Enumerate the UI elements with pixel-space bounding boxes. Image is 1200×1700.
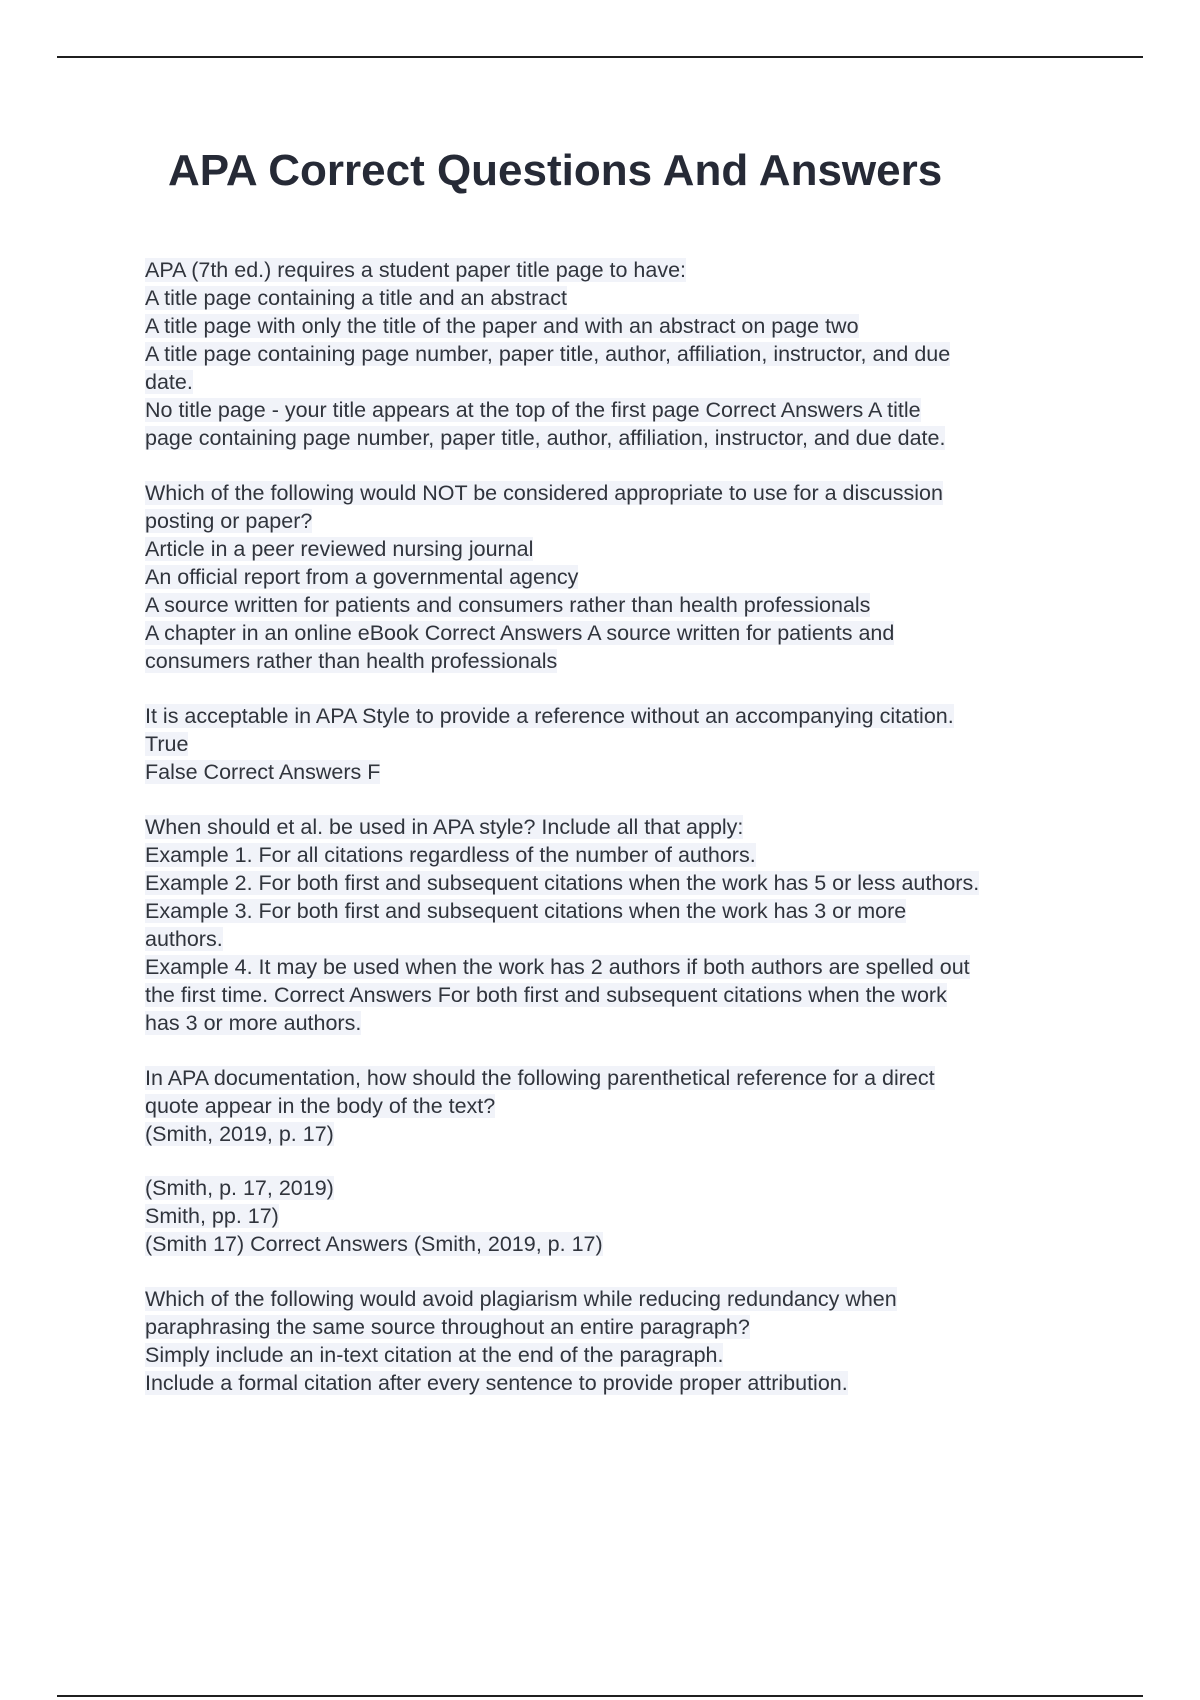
text-line: No title page - your title appears at the top of the first page Correct Answers A title <box>145 398 921 422</box>
text-line: date. <box>145 370 193 394</box>
text-line: quote appear in the body of the text? <box>145 1094 496 1118</box>
text-line: consumers rather than health professionals <box>145 649 558 673</box>
bottom-rule <box>57 1695 1143 1697</box>
text-line: has 3 or more authors. <box>145 1011 362 1035</box>
document-title: APA Correct Questions And Answers <box>168 146 943 195</box>
text-line: A title page containing a title and an abstract <box>145 286 567 310</box>
text-line: posting or paper? <box>145 509 313 533</box>
text-line: A chapter in an online eBook Correct Answers A source written for patients and <box>145 621 895 645</box>
text-line: In APA documentation, how should the following parenthetical reference for a direct <box>145 1066 935 1090</box>
text-line: False Correct Answers F <box>145 760 381 784</box>
text-line: paraphrasing the same source throughout an entire paragraph? <box>145 1315 750 1339</box>
qa-item <box>145 479 1105 675</box>
text-line: An official report from a governmental agency <box>145 565 579 589</box>
qa-item <box>145 813 1105 1037</box>
text-line: Example 1. For all citations regardless of the number of authors. <box>145 843 756 867</box>
qa-item <box>145 256 1105 452</box>
text-line: authors. <box>145 927 223 951</box>
text-line: It is acceptable in APA Style to provide a reference without an accompanying citation. <box>145 704 954 728</box>
text-line: Smith, pp. 17) <box>145 1204 279 1228</box>
text-line: Example 2. For both first and subsequent citations when the work has 5 or less authors. <box>145 871 980 895</box>
text-line: (Smith 17) Correct Answers (Smith, 2019, p. 17) <box>145 1232 603 1256</box>
text-line: When should et al. be used in APA style? Include all that apply: <box>145 815 744 839</box>
qa-item <box>145 1064 1105 1258</box>
qa-item <box>145 702 1105 786</box>
text-line: the first time. Correct Answers For both first and subsequent citations when the work <box>145 983 947 1007</box>
text-line: True <box>145 732 189 756</box>
text-line: A title page containing page number, paper title, author, affiliation, instructor, and due <box>145 342 951 366</box>
qa-content <box>145 256 1105 1424</box>
text-line: Simply include an in-text citation at the end of the paragraph. <box>145 1343 724 1367</box>
text-line: Which of the following would avoid plagiarism while reducing redundancy when <box>145 1287 897 1311</box>
top-rule <box>57 56 1143 58</box>
blank-line <box>145 1148 1105 1174</box>
text-line: (Smith, p. 17, 2019) <box>145 1176 334 1200</box>
text-line: Example 4. It may be used when the work has 2 authors if both authors are spelled out <box>145 955 970 979</box>
text-line: A source written for patients and consumers rather than health professionals <box>145 593 871 617</box>
text-line: page containing page number, paper title, author, affiliation, instructor, and due date. <box>145 426 946 450</box>
text-line: Which of the following would NOT be considered appropriate to use for a discussion <box>145 481 943 505</box>
qa-item <box>145 1285 1105 1397</box>
text-line: (Smith, 2019, p. 17) <box>145 1122 334 1146</box>
text-line: Example 3. For both first and subsequent citations when the work has 3 or more <box>145 899 907 923</box>
text-line: APA (7th ed.) requires a student paper title page to have: <box>145 258 687 282</box>
text-line: Article in a peer reviewed nursing journal <box>145 537 534 561</box>
text-line: A title page with only the title of the paper and with an abstract on page two <box>145 314 859 338</box>
text-line: Include a formal citation after every sentence to provide proper attribution. <box>145 1371 848 1395</box>
